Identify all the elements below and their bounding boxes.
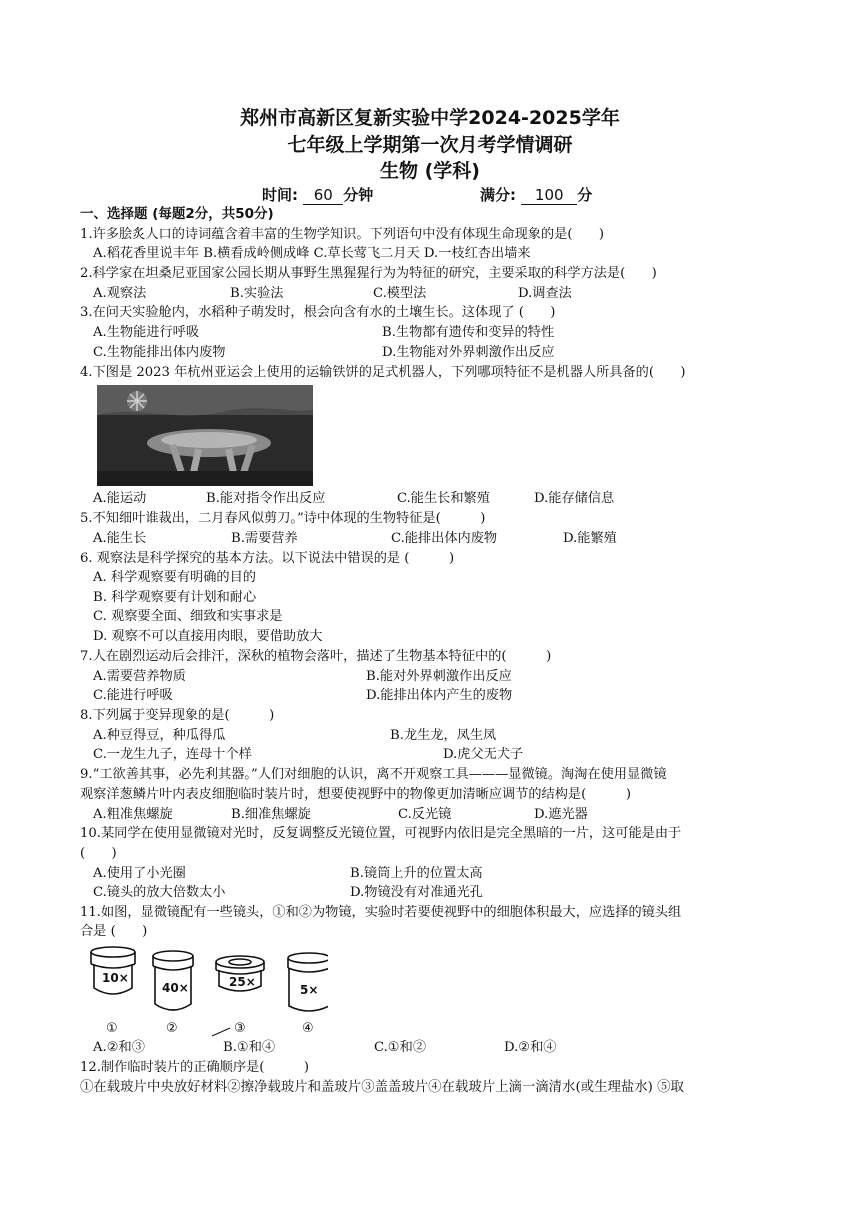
question-3-option-a: A.生物能进行呼吸	[93, 325, 200, 340]
question-5-option-d: D.能繁殖	[563, 531, 617, 546]
question-9-stem-line2: 观察洋葱鳞片叶内表皮细胞临时装片时，想要使视野中的物像更加清晰应调节的结构是( )	[80, 787, 631, 802]
question-8-option-a: A.种豆得豆，种瓜得瓜	[93, 728, 226, 743]
lens-diagram	[88, 944, 328, 1040]
question-9-stem-line1: 9.“工欲善其事，必先利其器。”人们对细胞的认识，离不开观察工具———显微镜。淘淘在使用显微镜	[80, 767, 667, 782]
question-4-option-a: A.能运动	[93, 491, 147, 506]
question-7-option-b: B.能对外界刺激作出反应	[366, 669, 512, 684]
question-10-option-d: D.物镜没有对准通光孔	[350, 885, 483, 900]
question-6-option-d: D. 观察不可以直接用肉眼，要借助放大	[93, 629, 323, 644]
question-12-steps: ①在载玻片中央放好材料②擦净载玻片和盖玻片③盖盖玻片④在载玻片上滴一滴清水(或生理盐水) ⑤取	[80, 1080, 684, 1095]
question-3-stem: 3.在问天实验舱内，水稻种子萌发时，根会向含有水的土壤生长。这体现了 ( )	[80, 305, 556, 320]
question-9-option-d: D.遮光器	[534, 807, 588, 822]
question-5-option-c: C.能排出体内废物	[391, 531, 498, 546]
question-6-option-c: C. 观察要全面、细致和实事求是	[93, 609, 283, 624]
robot-image	[97, 385, 313, 486]
question-2-option-c: C.模型法	[373, 286, 427, 301]
question-7-option-a: A.需要营养物质	[93, 669, 186, 684]
lens-2	[153, 951, 193, 1036]
question-3-option-c: C.生物能排出体内废物	[93, 345, 226, 360]
question-2-option-b: B.实验法	[230, 286, 284, 301]
question-4-option-b: B.能对指令作出反应	[206, 491, 326, 506]
exam-time: 时间: 60 分钟	[262, 186, 374, 204]
question-9-option-c: C.反光镜	[398, 807, 452, 822]
question-8-option-b: B.龙生龙，凤生凤	[390, 728, 497, 743]
question-2-stem: 2.科学家在坦桑尼亚国家公园长期从事野生黑猩猩行为为特征的研究，主要采取的科学方法是( )	[80, 266, 657, 281]
question-7-option-d: D.能排出体内产生的废物	[366, 688, 513, 703]
question-2-option-a: A.观察法	[93, 286, 147, 301]
lens-4-num: ④	[302, 1021, 314, 1036]
lens-4	[288, 953, 328, 1036]
question-7-stem: 7.人在剧烈运动后会排汗，深秋的植物会落叶，描述了生物基本特征中的( )	[80, 649, 552, 664]
section-heading: 一、选择题 (每题2分，共50分)	[80, 206, 274, 222]
question-5-stem: 5.不知细叶谁裁出，二月春风似剪刀。”诗中体现的生物特征是( )	[80, 511, 486, 526]
question-1-options: A.稻花香里说丰年 B.横看成岭侧成峰 C.草长莺飞二月天 D.一枝红杏出墙来	[93, 246, 531, 261]
question-6-option-b: B. 科学观察要有计划和耐心	[93, 590, 257, 605]
question-10-option-a: A.使用了小光圈	[93, 866, 186, 881]
robot-photo	[97, 385, 313, 486]
question-10-stem-line1: 10.某同学在使用显微镜对光时，反复调整反光镜位置，可视野内依旧是完全黑暗的一片，这可能是由于	[80, 826, 682, 841]
question-10-option-c: C.镜头的放大倍数太小	[93, 885, 226, 900]
question-7-option-c: C.能进行呼吸	[93, 688, 173, 703]
question-5-option-b: B.需要营养	[231, 531, 298, 546]
question-10-option-b: B.镜筒上升的位置太高	[350, 866, 483, 881]
question-12-stem: 12.制作临时装片的正确顺序是( )	[80, 1060, 310, 1075]
question-5-option-a: A.能生长	[93, 531, 147, 546]
lens-figure	[88, 944, 328, 1040]
lens-1-num: ①	[106, 1021, 118, 1036]
question-11-stem-line1: 11.如图，显微镜配有一些镜头，①和②为物镜，实验时若要使视野中的细胞体积最大，应选择的镜头组	[80, 905, 682, 920]
lens-4-mag: 5×	[300, 983, 319, 997]
question-11-option-a: A.②和③	[93, 1040, 145, 1055]
question-11-option-b: B.①和④	[223, 1040, 276, 1055]
question-6-option-a: A. 科学观察要有明确的目的	[93, 570, 256, 585]
question-6-stem: 6. 观察法是科学探究的基本方法。以下说法中错误的是 ( )	[80, 551, 455, 566]
question-8-option-d: D.虎父无犬子	[443, 747, 524, 762]
question-9-option-a: A.粗准焦螺旋	[93, 807, 173, 822]
exam-title-grade: 七年级上学期第一次月考学情调研	[287, 134, 573, 156]
exam-title-school: 郑州市高新区复新实验中学2024-2025学年	[240, 107, 620, 129]
question-3-option-b: B.生物都有遗传和变异的特性	[382, 325, 555, 340]
score-value: 100	[521, 186, 577, 205]
lens-3-num: ③	[234, 1021, 246, 1036]
question-10-stem-line2: ( )	[80, 846, 117, 861]
question-11-option-c: C.①和②	[374, 1040, 427, 1055]
question-8-option-c: C.一龙生九子，连母十个样	[93, 747, 252, 762]
question-4-stem: 4.下图是 2023 年杭州亚运会上使用的运输铁饼的足式机器人，下列哪项特征不是机器人所具备的( )	[80, 365, 686, 380]
lens-2-num: ②	[166, 1021, 178, 1036]
question-11-stem-line2: 合是 ( )	[80, 924, 148, 939]
lens-3	[212, 956, 264, 1036]
question-11-option-d: D.②和④	[504, 1040, 557, 1055]
lens-1	[91, 947, 135, 1036]
question-4-option-c: C.能生长和繁殖	[397, 491, 490, 506]
lens-1-mag: 10×	[102, 971, 129, 985]
exam-title-subject: 生物 (学科)	[380, 160, 480, 182]
question-8-stem: 8.下列属于变异现象的是( )	[80, 708, 275, 723]
question-4-option-d: D.能存储信息	[534, 491, 615, 506]
time-value: 60	[303, 186, 343, 205]
lens-3-mag: 25×	[229, 975, 256, 989]
question-9-option-b: B.细准焦螺旋	[231, 807, 311, 822]
exam-full-score: 满分: 100 分	[480, 186, 593, 204]
lens-2-mag: 40×	[162, 981, 189, 995]
question-1-stem: 1.许多脍炙人口的诗词蕴含着丰富的生物学知识。下列语句中没有体现生命现象的是( )	[80, 227, 604, 242]
question-2-option-d: D.调查法	[518, 286, 572, 301]
question-3-option-d: D.生物能对外界刺激作出反应	[382, 345, 555, 360]
